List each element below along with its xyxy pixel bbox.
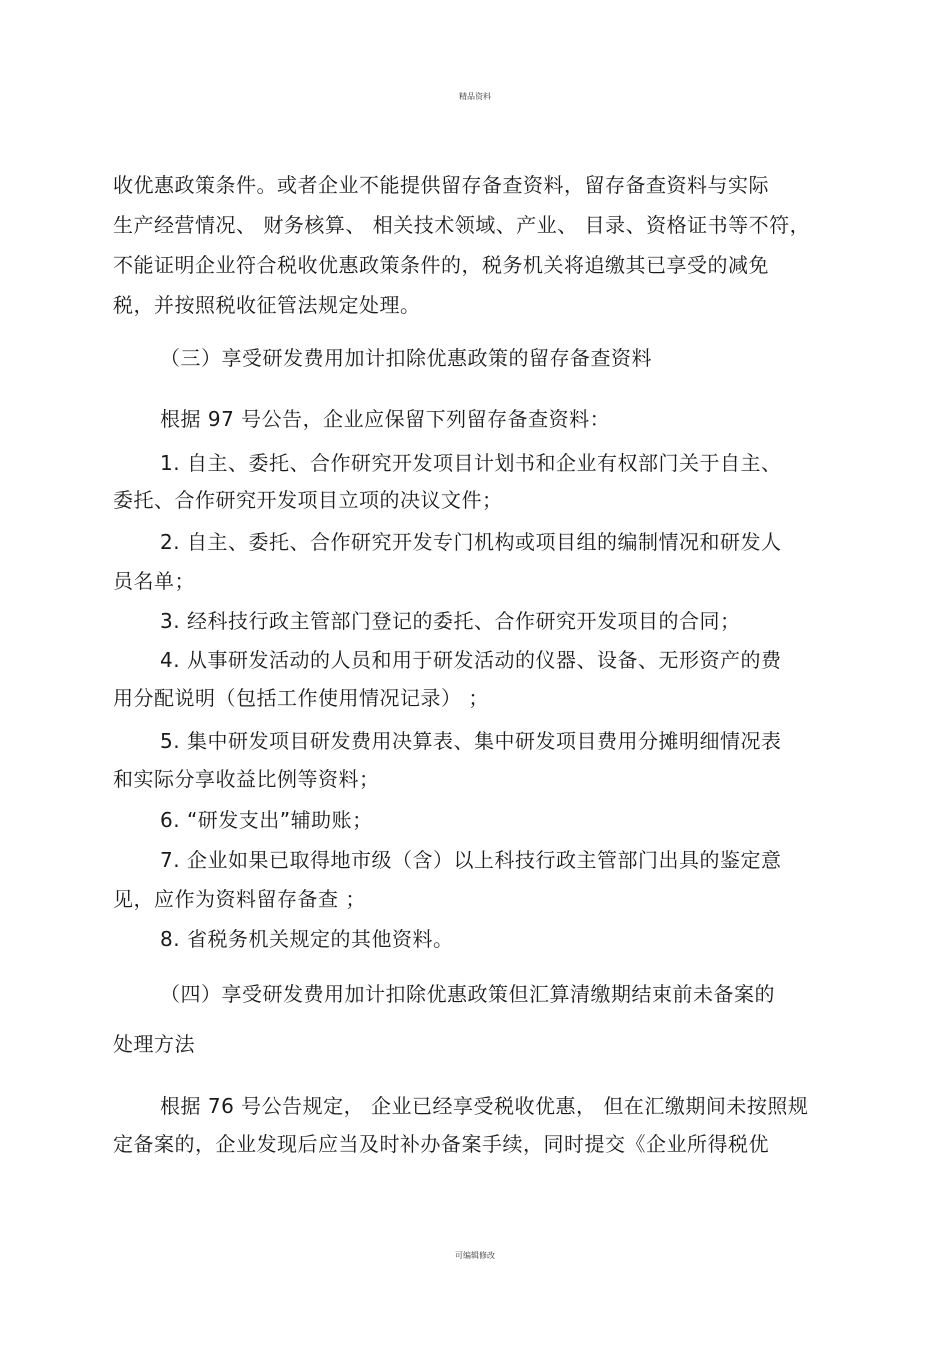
list-item: 4. 从事研发活动的人员和用于研发活动的仪器、设备、无形资产的费 [160, 648, 782, 672]
text-line: 不能证明企业符合税收优惠政策条件的，税务机关将追缴其已享受的减免 [113, 253, 769, 277]
section-heading: （三）享受研发费用加计扣除优惠政策的留存备查资料 [160, 346, 652, 370]
text-line: 和实际分享收益比例等资料； [113, 767, 380, 791]
list-item: 2. 自主、委托、合作研究开发专门机构或项目组的编制情况和研发人 [160, 530, 782, 554]
text-line: 委托、合作研究开发项目立项的决议文件； [113, 488, 503, 512]
list-item: 5. 集中研发项目研发费用决算表、集中研发项目费用分摊明细情况表 [160, 729, 782, 753]
text-line: 根据 97 号公告，企业应保留下列留存备查资料： [160, 407, 611, 431]
text-line: 见，应作为资料留存备查 ； [113, 887, 366, 911]
page-header: 精品资料 [459, 92, 491, 101]
list-item: 7. 企业如果已取得地市级（含）以上科技行政主管部门出具的鉴定意 [160, 848, 782, 872]
text-line: 收优惠政策条件。或者企业不能提供留存备查资料，留存备查资料与实际 [113, 173, 769, 197]
text-line: 定备案的，企业发现后应当及时补办备案手续，同时提交《企业所得税优 [113, 1132, 769, 1156]
text-line: 用分配说明（包括工作使用情况记录） ； [113, 686, 489, 710]
page-footer: 可编辑修改 [455, 1251, 495, 1260]
text-line: 根据 76 号公告规定， 企业已经享受税收优惠， 但在汇缴期间未按照规 [160, 1094, 809, 1118]
list-item: 8. 省税务机关规定的其他资料。 [160, 927, 454, 951]
text-line: 生产经营情况、 财务核算、 相关技术领域、产业、 目录、资格证书等不符， [113, 213, 811, 237]
list-item: 3. 经科技行政主管部门登记的委托、合作研究开发项目的合同； [160, 609, 741, 633]
section-heading: （四）享受研发费用加计扣除优惠政策但汇算清缴期结束前未备案的 [160, 982, 775, 1006]
text-line: 员名单； [113, 569, 195, 593]
section-heading-continued: 处理方法 [113, 1032, 195, 1056]
list-item: 1. 自主、委托、合作研究开发项目计划书和企业有权部门关于自主、 [160, 451, 782, 475]
list-item: 6. “研发支出”辅助账； [160, 808, 373, 832]
text-line: 税，并按照税收征管法规定处理。 [113, 293, 421, 317]
